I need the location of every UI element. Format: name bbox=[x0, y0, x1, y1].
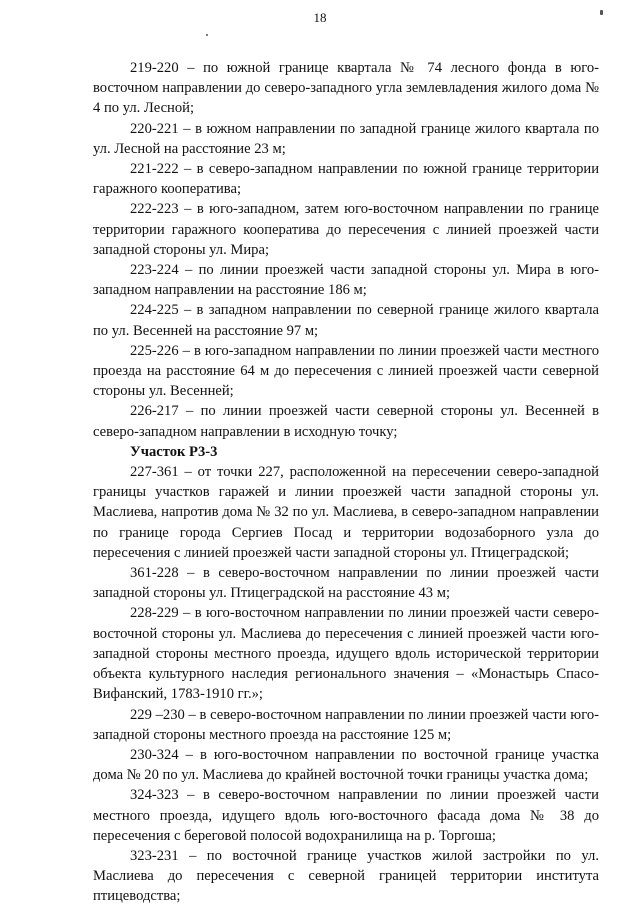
section-heading: Участок Р3-3 bbox=[130, 443, 218, 460]
scan-speck bbox=[206, 34, 208, 36]
paragraph: 361-228 – в северо-восточном направлении по линии проезжей части западной стороны ул. Птицеградской на расстояние 43 м; bbox=[93, 565, 599, 602]
paragraph: 226-217 – по линии проезжей части северной стороны ул. Весенней в северо-западном направлении в исходную точку; bbox=[93, 403, 599, 440]
paragraph: 324-323 – в северо-восточном направлении по линии проезжей части местного проезда, идущего вдоль юго-восточного фасада дома № 38 до пересечения с береговой полосой водохранилища на р. Торгоша; bbox=[93, 787, 599, 844]
paragraph: 229 –230 – в северо-восточном направлении по линии проезжей части юго-западной стороны местного проезда на расстояние 125 м; bbox=[93, 706, 599, 743]
paragraph: 222-223 – в юго-западном, затем юго-восточном направлении по границе территории гаражного кооператива до пересечения с линией проезжей части западной стороны ул. Мира; bbox=[93, 201, 599, 258]
paragraph: 230-324 – в юго-восточном направлении по восточной границе участка дома № 20 по ул. Маслиева до крайней восточной точки границы участка дома; bbox=[93, 746, 599, 784]
paragraph: 220-221 – в южном направлении по западной границе жилого квартала по ул. Лесной на расстояние 23 м; bbox=[93, 120, 599, 157]
document-body bbox=[93, 58, 599, 907]
paragraph: 223-224 – по линии проезжей части западной стороны ул. Мира в юго-западном направлении на расстояние 186 м; bbox=[93, 262, 599, 299]
page-number: 18 bbox=[313, 10, 327, 25]
scan-speck bbox=[600, 10, 603, 15]
paragraph: 323-231 – по восточной границе участков жилой застройки по ул. Маслиева до пересечения с северной границей территории института птицеводства; bbox=[93, 847, 599, 905]
paragraph: 224-225 – в западном направлении по северной границе жилого квартала по ул. Весенней на расстояние 97 м; bbox=[93, 302, 599, 339]
paragraph: 219-220 – по южной границе квартала № 74 лесного фонда в юго-восточном направлении до северо-западного угла землевладения жилого дома № 4 по ул. Лесной; bbox=[93, 60, 599, 117]
paragraph: 221-222 – в северо-западном направлении по южной границе территории гаражного кооператива; bbox=[93, 161, 599, 198]
paragraph: 225-226 – в юго-западном направлении по линии проезжей части местного проезда на расстояние 64 м до пересечения с линией проезжей части северной стороны ул. Весенней; bbox=[93, 342, 599, 400]
paragraph: 228-229 – в юго-восточном направлении по линии проезжей части северо-восточной стороны ул. Маслиева до пересечения с линией проезжей части юго-западной стороны местного проезда, идущего вдоль исторической территории объекта культурного наследия регионального значения – «Монастырь Спасо-Вифанский, 1783-1910 гг.»; bbox=[93, 605, 599, 703]
paragraph: 227-361 – от точки 227, расположенной на пересечении северо-западной границы участков гаражей и линии проезжей части западной стороны ул. Маслиева, напротив дома № 32 по ул. Маслиева, в северо-западном направлении по границе города Сергиев Посад и территории водозаборного узла до пересечения с линией проезжей части западной стороны ул. Птицеградской; bbox=[93, 464, 599, 561]
